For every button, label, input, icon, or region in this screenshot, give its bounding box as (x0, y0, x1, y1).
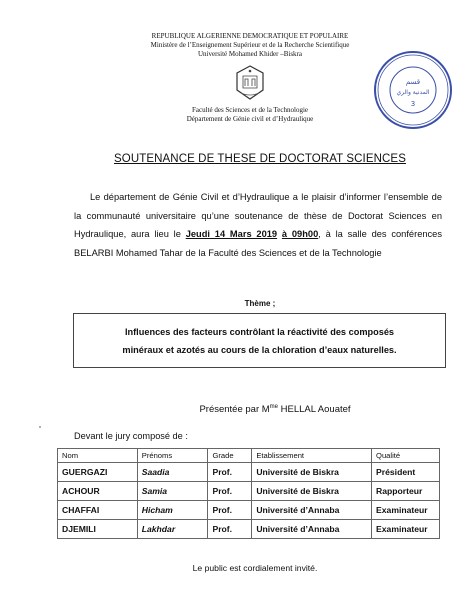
ministry-line: Ministère de l’Enseignement Supérieur et de la Recherche Scientifique (150, 41, 350, 49)
jury-lastname: CHAFFAI (58, 501, 138, 520)
jury-grade: Prof. (208, 482, 252, 501)
jury-role: Président (372, 463, 440, 482)
theme-box (73, 313, 446, 368)
presenter-title-suffix: me (269, 404, 279, 410)
jury-lastname: DJEMILI (58, 520, 138, 539)
table-header-row (58, 449, 440, 463)
jury-role: Rapporteur (372, 482, 440, 501)
jury-grade: Prof. (208, 520, 252, 539)
table-row (58, 463, 440, 482)
jury-firstname: Saadia (137, 463, 208, 482)
jury-institution: Université de Biskra (252, 463, 372, 482)
header-cell: Etablissement (252, 449, 372, 463)
page-title: SOUTENANCE DE THESE DE DOCTORAT SCIENCES (114, 153, 406, 165)
jury-firstname: Lakhdar (137, 520, 208, 539)
jury-institution: Université de Biskra (252, 482, 372, 501)
jury-institution: Université d’Annaba (252, 520, 372, 539)
jury-lastname: ACHOUR (58, 482, 138, 501)
header-cell: Prénoms (137, 449, 208, 463)
jury-role: Examinateur (372, 520, 440, 539)
jury-lastname: GUERGAZI (58, 463, 138, 482)
jury-institution: Université d’Annaba (252, 501, 372, 520)
defense-date: Jeudi 14 Mars 2019 (185, 229, 278, 239)
faculty-header (100, 106, 400, 124)
department-line: Département de Génie civil et d’Hydraulique (186, 115, 314, 123)
university-logo (233, 64, 267, 102)
stamp-text-1: قسم (405, 78, 421, 86)
theme-title-line-1: Influences des facteurs contrôlant la réactivité des composés (124, 327, 395, 337)
stamp-text-2: المدنية والري (396, 89, 430, 96)
jury-grade: Prof. (208, 501, 252, 520)
jury-grade: Prof. (208, 463, 252, 482)
theme-label: Thème ; (244, 299, 276, 308)
department-stamp (371, 48, 455, 132)
table-row (58, 482, 440, 501)
table-row (58, 520, 440, 539)
presenter-line (120, 404, 430, 415)
jury-intro: Devant le jury composé de : (74, 431, 188, 441)
jury-role: Examinateur (372, 501, 440, 520)
jury-firstname: Hicham (137, 501, 208, 520)
faculty-line: Faculté des Sciences et de la Technologie (191, 106, 308, 114)
stamp-text-3: 3 (410, 100, 416, 108)
jury-firstname: Samia (137, 482, 208, 501)
institution-header (100, 32, 400, 59)
header-cell: Qualité (372, 449, 440, 463)
announcement-paragraph (74, 188, 442, 262)
defense-time: à 09h00 (281, 229, 319, 239)
closing-note: Le public est cordialement invité. (192, 563, 318, 573)
jury-table (57, 448, 440, 539)
header-cell: Grade (208, 449, 252, 463)
table-row (58, 501, 440, 520)
defense-location: , à la salle des conférences BELARBI Mohamed Tahar de la Faculté des Sciences et de la Technologie (74, 229, 442, 258)
theme-title-line-2: minéraux et azotés au cours de la chloration d’eaux naturelles. (122, 345, 397, 355)
scan-speck (39, 426, 41, 428)
republic-line: REPUBLIQUE ALGERIENNE DEMOCRATIQUE ET POPULAIRE (151, 32, 349, 40)
header-cell: Nom (58, 449, 138, 463)
announcement-intro: Le département de Génie Civil et d’Hydraulique a le plaisir d’informer l’ensemble de la communauté universitaire qu’une soutenance de thèse de Doctorat Sciences en Hydraulique, aura lieu le (74, 192, 442, 239)
presenter-name: HELLAL Aouatef (278, 404, 351, 416)
university-line: Université Mohamed Khider –Biskra (197, 50, 302, 58)
presenter-prefix: Présentée par M (199, 404, 270, 416)
